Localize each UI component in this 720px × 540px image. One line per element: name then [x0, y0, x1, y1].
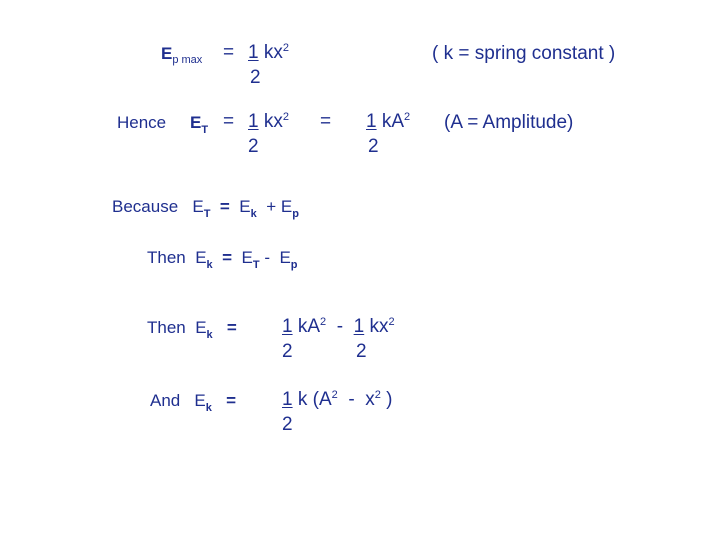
ep-max-symbol: $E_{p max}$ — [161, 44, 203, 66]
amplitude-note: (A = Amplitude) — [444, 112, 574, 133]
and-line-rhs: 1 k ($A^2 - x^2$ ) — [282, 389, 393, 410]
then-line-2-rhs: 1 $kA^2 - 1$ $kx^2$ — [282, 316, 395, 337]
and-line-lhs: And $E_k$ = — [150, 391, 236, 414]
and-line-den: 2 — [282, 414, 293, 435]
line2-numerator-2: 1 $kA^2$ — [366, 111, 411, 132]
then-line-2-den-2: 2 — [356, 341, 367, 362]
then-line-2-den-1: 2 — [282, 341, 293, 362]
line2-equals-2: = — [320, 111, 332, 132]
hence-label: Hence — [117, 113, 167, 132]
line2-denominator: 2 — [248, 136, 259, 157]
then-line-1: Then $E_k = E_T - E_p$ — [147, 248, 298, 271]
then-line-2-lhs: Then $E_k$ = — [147, 318, 237, 341]
because-line: Because $E_T = E_k + E_p$ — [112, 197, 299, 220]
line1-denominator: 2 — [250, 67, 261, 88]
line1-equals: = — [223, 42, 235, 63]
line1-numerator: 1 $kx^2$ — [248, 42, 289, 63]
spring-constant-note: ( k = spring constant ) — [432, 43, 616, 64]
line2-numerator: 1 $kx^2$ — [248, 111, 289, 132]
et-symbol: $E_T$ — [190, 113, 209, 136]
line2-denominator-2: 2 — [368, 136, 379, 157]
line2-equals: = — [223, 111, 235, 132]
